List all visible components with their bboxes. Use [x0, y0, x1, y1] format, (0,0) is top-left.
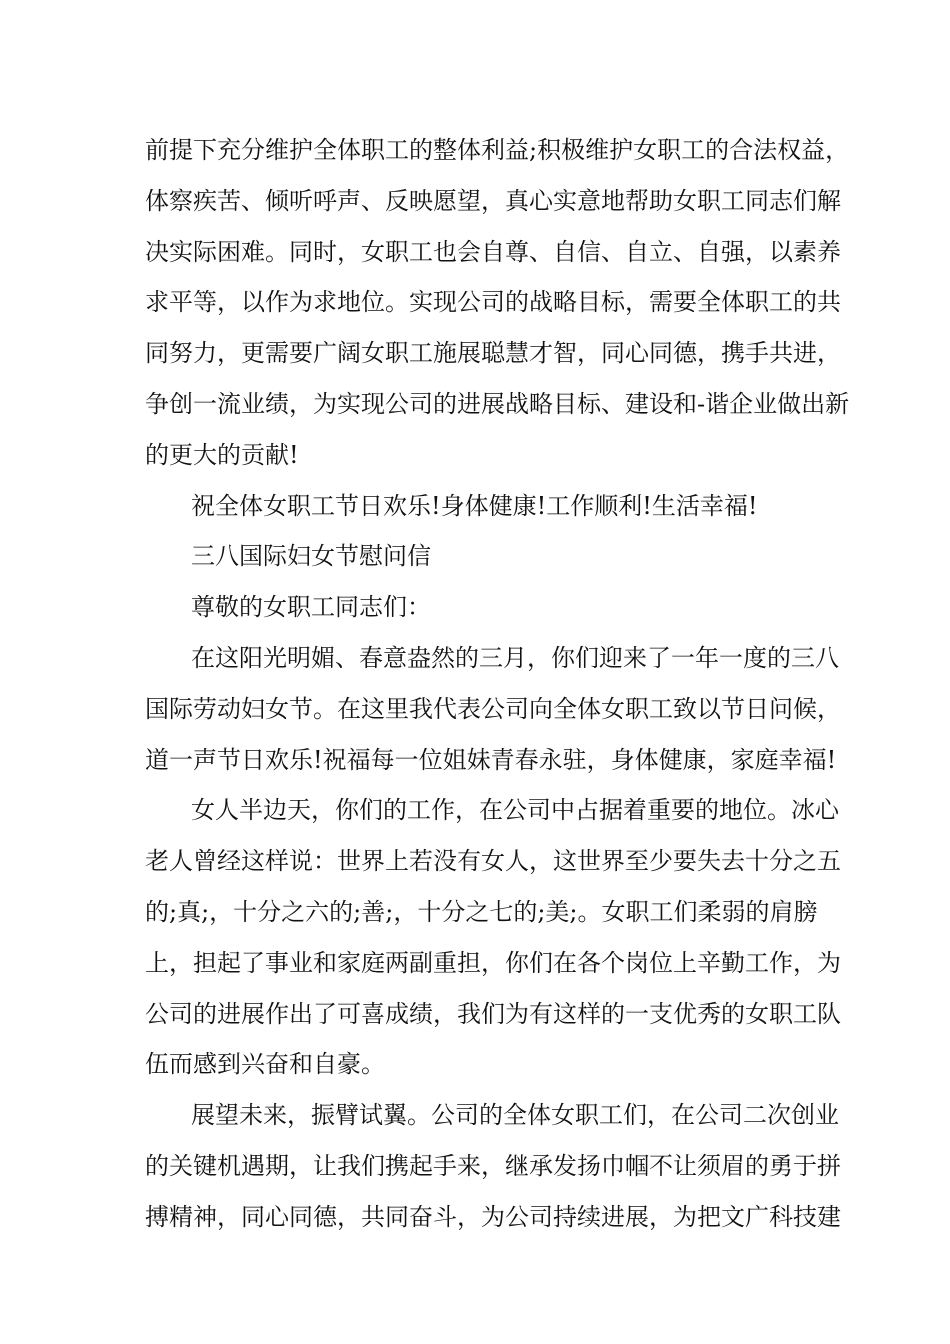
text-line: 争创一流业绩，为实现公司的进展战略目标、建设和-谐企业做出新	[145, 389, 850, 418]
text-line: 女人半边天，你们的工作，在公司中占据着重要的地位。冰心	[191, 796, 839, 825]
paragraph-recognition	[145, 785, 841, 1090]
text-line: 求平等，以作为求地位。实现公司的战略目标，需要全体职工的共	[145, 288, 841, 317]
text-line: 在这阳光明媚、春意盎然的三月，你们迎来了一年一度的三八	[191, 643, 839, 672]
letter-title	[145, 531, 810, 582]
paragraph-holiday-wishes	[145, 481, 810, 532]
text-line: 搏精神，同心同德，共同奋斗，为公司持续进展，为把文广科技建	[145, 1202, 841, 1231]
letter-salutation	[145, 582, 810, 633]
text-line: 伍而感到兴奋和自豪。	[145, 1050, 385, 1079]
document-body	[145, 125, 850, 1243]
text-line: 的;真;，十分之六的;善;，十分之七的;美;。女职工们柔弱的肩膀	[145, 897, 818, 926]
text-line: 老人曾经这样说：世界上若没有女人，这世界至少要失去十分之五	[145, 847, 841, 876]
text-line: 前提下充分维护全体职工的整体利益;积极维护女职工的合法权益，	[145, 136, 850, 164]
text-line: 道一声节日欢乐!祝福每一位姐妹青春永驻，身体健康，家庭幸福!	[145, 745, 837, 774]
text-line: 上，担起了事业和家庭两副重担，你们在各个岗位上辛勤工作，为	[145, 948, 841, 977]
text-line: 祝全体女职工节日欢乐!身体健康!工作顺利!生活幸福!	[191, 491, 758, 520]
paragraph-union-duties	[145, 125, 850, 481]
text-line: 尊敬的女职工同志们：	[191, 593, 431, 622]
text-line: 国际劳动妇女节。在这里我代表公司向全体女职工致以节日问候，	[145, 694, 841, 723]
paragraph-greeting	[145, 633, 841, 785]
text-line: 的关键机遇期，让我们携起手来，继承发扬巾帼不让须眉的勇于拼	[145, 1151, 841, 1180]
text-line: 的更大的贡献!	[145, 440, 299, 469]
text-line: 体察疾苦、倾听呼声、反映愿望，真心实意地帮助女职工同志们解	[145, 186, 841, 215]
text-line: 三八国际妇女节慰问信	[191, 542, 431, 571]
text-line: 同努力，更需要广阔女职工施展聪慧才智，同心同德，携手共进，	[145, 339, 841, 368]
paragraph-outlook	[145, 1090, 841, 1242]
text-line: 公司的进展作出了可喜成绩，我们为有这样的一支优秀的女职工队	[145, 999, 841, 1028]
text-line: 展望未来，振臂试翼。公司的全体女职工们，在公司二次创业	[191, 1101, 839, 1130]
text-line: 决实际困难。同时，女职工也会自尊、自信、自立、自强，以素养	[145, 237, 841, 266]
